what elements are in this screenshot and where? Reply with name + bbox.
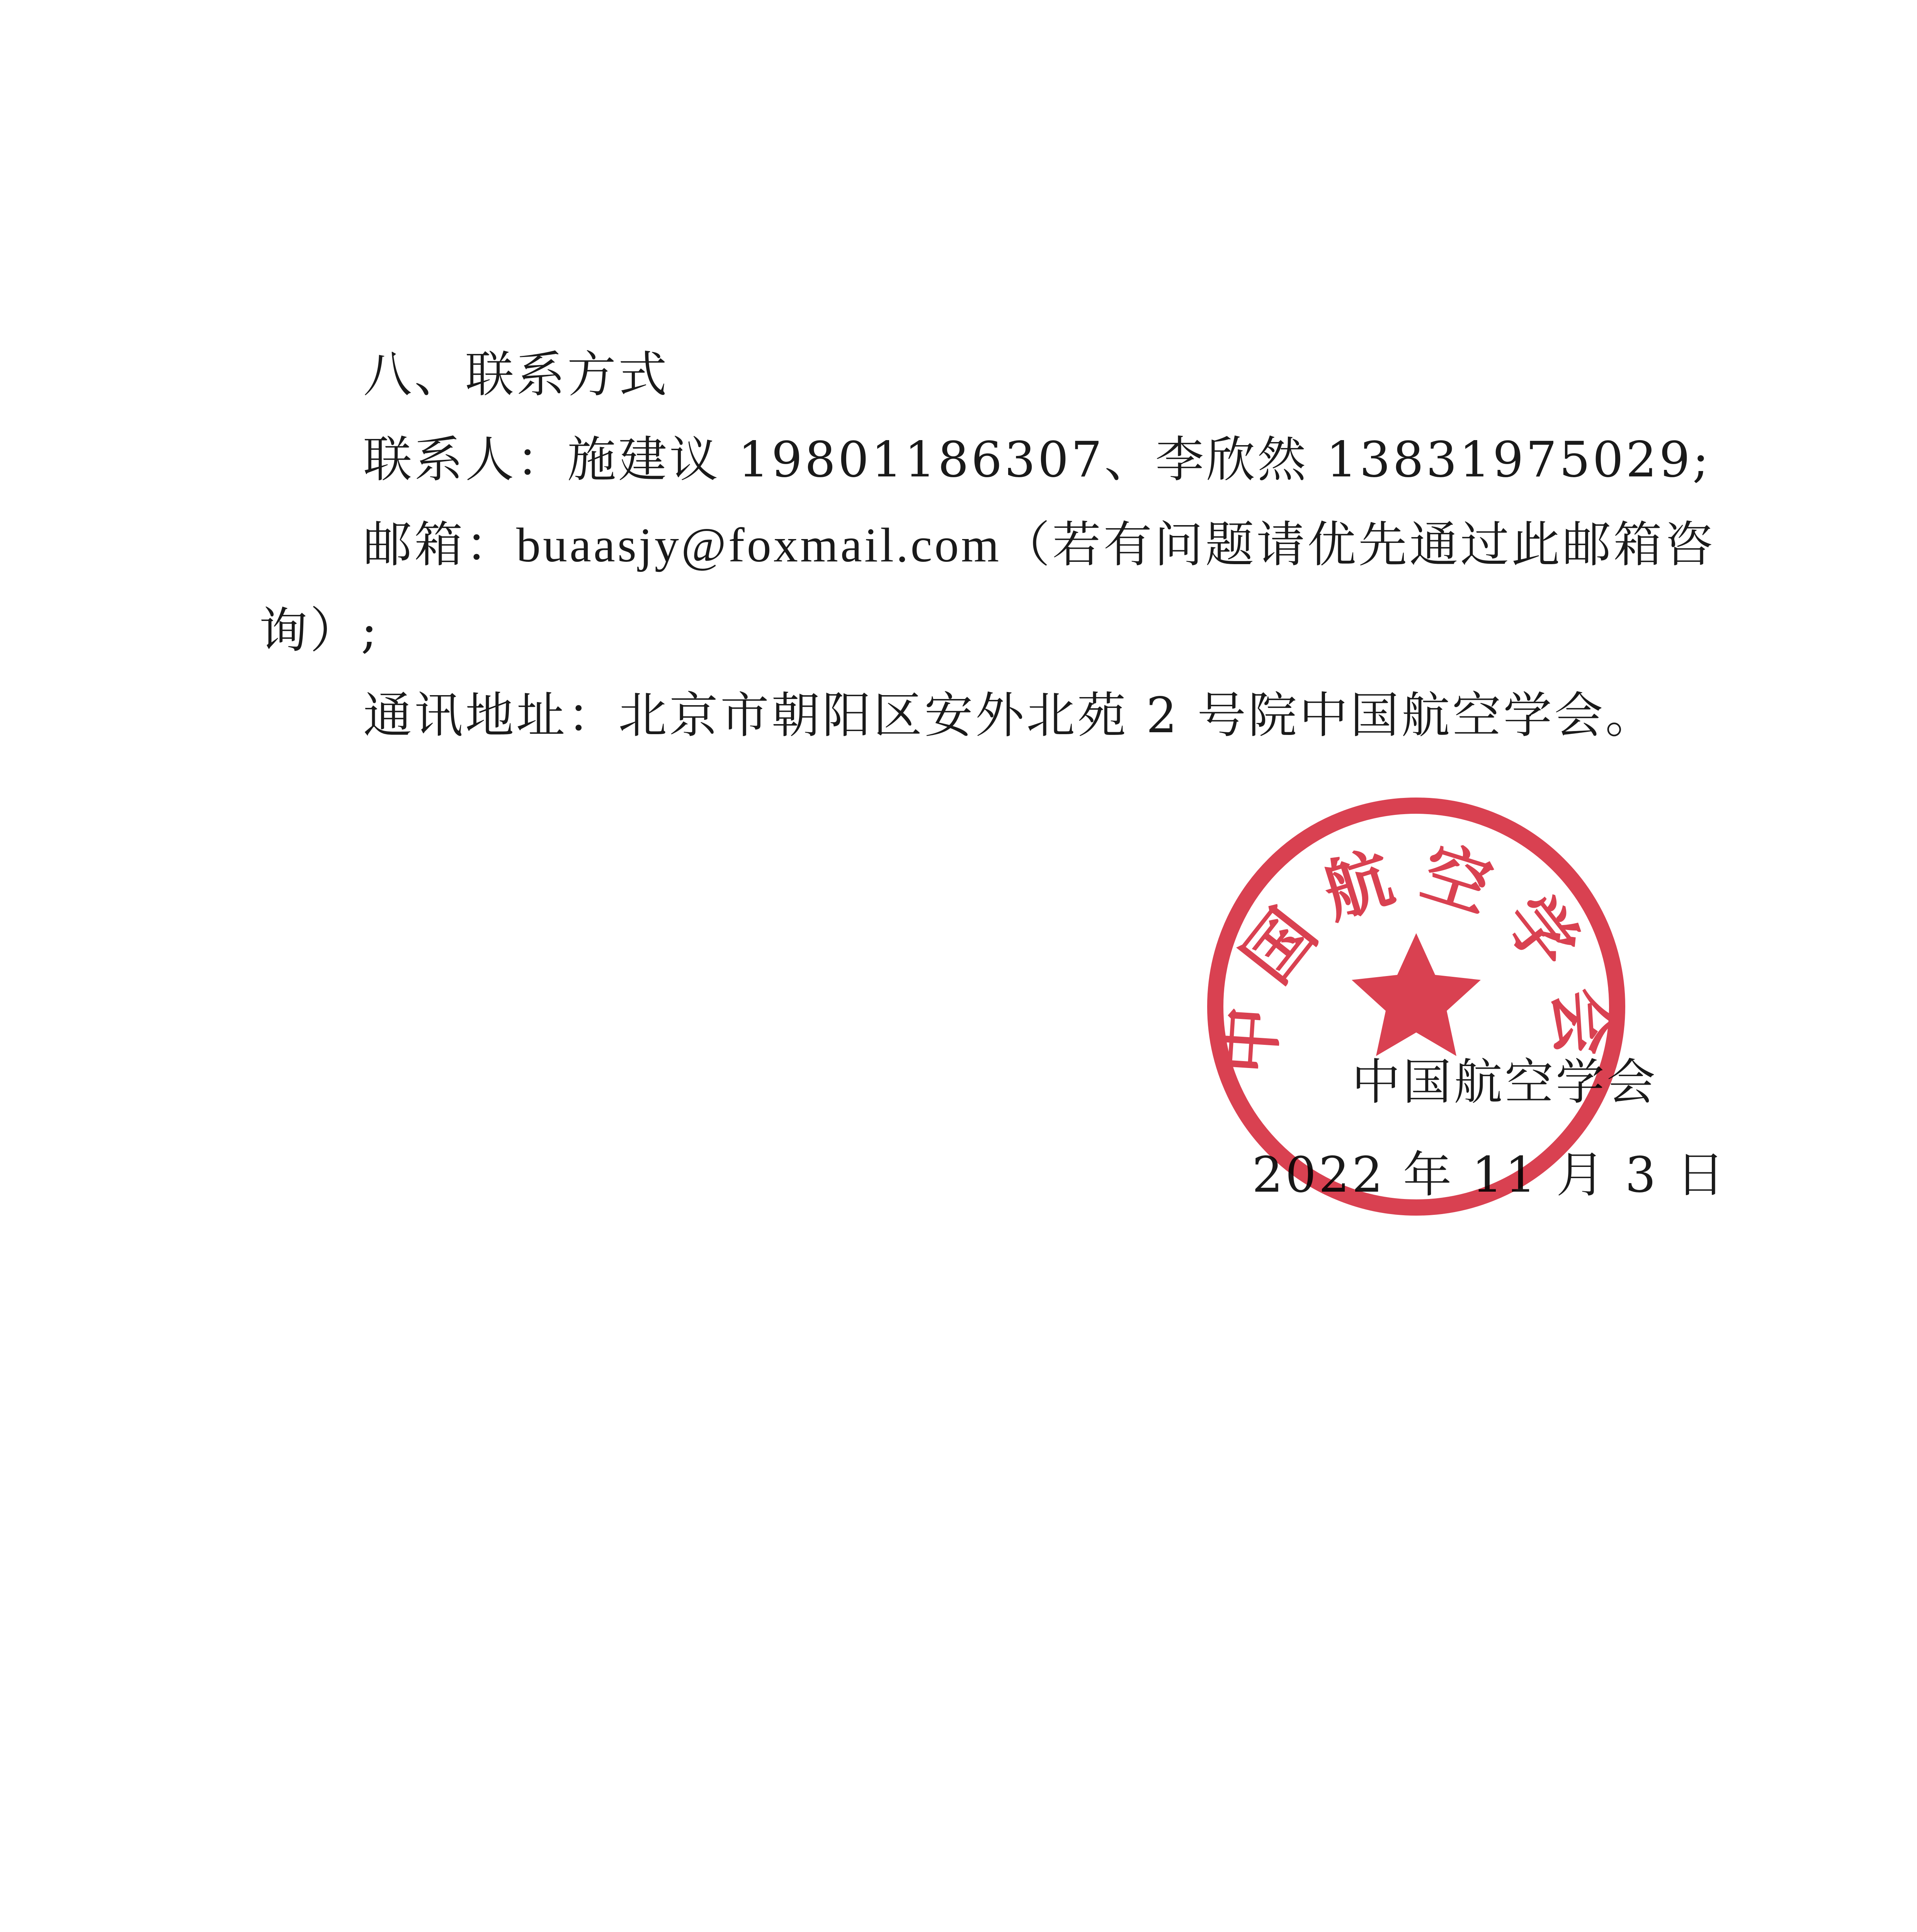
email-address: buaasjy@foxmail.com <box>516 519 1002 572</box>
contact-section <box>259 332 1716 758</box>
address-value: 北京市朝阳区安外北苑 2 号院中国航空学会。 <box>618 687 1657 744</box>
official-seal <box>1198 788 1635 1225</box>
signature-date: 2022 年 11 月 3 日 <box>1252 1146 1727 1203</box>
section-heading <box>259 332 1689 417</box>
contacts-label: 联系人： <box>363 431 567 488</box>
seal-star-icon <box>1352 933 1481 1056</box>
seal-text: 中国航空学会 <box>1208 833 1624 1077</box>
signature-organization: 中国航空学会 <box>1352 1054 1658 1111</box>
email-note-continuation <box>259 588 1689 673</box>
email-note-line1: （若有问题请优先通过此邮箱咨 <box>1001 516 1716 573</box>
address-line <box>259 673 1689 758</box>
email-line <box>259 502 1716 588</box>
email-note-line2: 询）; <box>259 602 380 659</box>
email-label: 邮箱： <box>363 516 516 573</box>
contacts-line <box>259 417 1711 502</box>
address-label: 通讯地址： <box>363 687 618 744</box>
section-heading-text: 八、联系方式 <box>363 346 669 403</box>
contacts-value: 施建议 19801186307、李欣然 13831975029; <box>567 431 1711 488</box>
